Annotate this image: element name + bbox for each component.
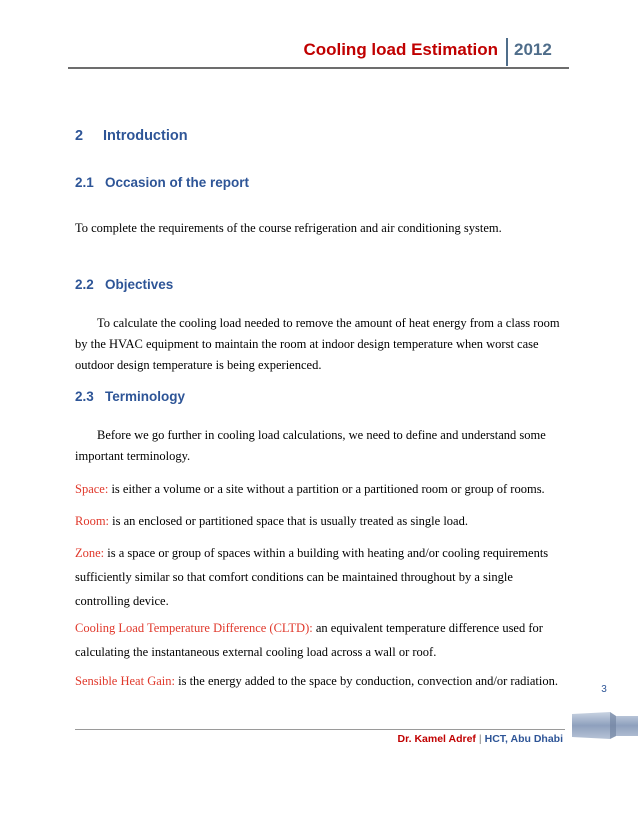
text-line: calculating the instantaneous external cooling load across a wall or roof. — [75, 645, 437, 659]
heading-number: 2.2 — [75, 277, 94, 292]
header-title: Cooling load Estimation — [303, 40, 498, 59]
footer — [0, 733, 563, 745]
heading-text: Objectives — [105, 277, 174, 292]
text-line: outdoor design temperature is being experienced. — [75, 358, 322, 372]
definition-text: an equivalent temperature difference used for — [312, 621, 543, 635]
term-label: Zone: — [75, 546, 105, 560]
definition-space — [75, 479, 570, 500]
header-rule — [68, 67, 569, 69]
page-number: 3 — [601, 684, 607, 695]
term-label: Space: — [75, 482, 109, 496]
footer-author: Dr. Kamel Adref — [397, 733, 476, 745]
occasion-paragraph: To complete the requirements of the course refrigeration and air conditioning system. — [75, 221, 502, 235]
header-year: 2012 — [514, 40, 552, 59]
text-line: important terminology. — [75, 449, 191, 463]
page-tab-decoration — [570, 710, 638, 740]
heading-occasion — [75, 175, 249, 190]
definition-text: is the energy added to the space by conduction, convection and/or radiation. — [174, 674, 558, 688]
definition-sensible-heat-gain — [75, 671, 570, 692]
definition-cltd — [75, 618, 570, 663]
heading-objectives — [75, 277, 173, 292]
definition-text: is an enclosed or partitioned space that is usually treated as single load. — [109, 514, 468, 528]
heading-number: 2.1 — [75, 175, 94, 190]
heading-text: Occasion of the report — [105, 175, 250, 190]
heading-number: 2.3 — [75, 389, 94, 404]
header-divider — [506, 38, 508, 66]
definition-text: is either a volume or a site without a partition or a partitioned room or group of rooms. — [108, 482, 545, 496]
heading-terminology — [75, 389, 185, 404]
objectives-paragraph — [75, 313, 570, 376]
text-line: by the HVAC equipment to maintain the room at indoor design temperature when worst case — [75, 337, 539, 351]
footer-rule — [75, 729, 565, 730]
heading-text: Introduction — [103, 128, 188, 144]
text-line: sufficiently similar so that comfort conditions can be maintained throughout by a single — [75, 570, 513, 584]
term-label: Cooling Load Temperature Difference (CLTD): — [75, 621, 313, 635]
footer-institution: HCT, Abu Dhabi — [484, 733, 563, 745]
terminology-intro — [75, 425, 570, 467]
term-label: Room: — [75, 514, 110, 528]
heading-number: 2 — [75, 128, 84, 144]
heading-introduction — [75, 128, 188, 144]
heading-text: Terminology — [105, 389, 186, 404]
footer-separator: | — [478, 733, 482, 745]
text-line: To calculate the cooling load needed to remove the amount of heat energy from a class room — [97, 316, 560, 330]
text-line: controlling device. — [75, 594, 169, 608]
definition-room — [75, 511, 570, 532]
definition-zone — [75, 543, 570, 612]
text-line: Before we go further in cooling load calculations, we need to define and understand some — [97, 428, 546, 442]
definition-text: is a space or group of spaces within a building with heating and/or cooling requirements — [104, 546, 549, 560]
term-label: Sensible Heat Gain: — [75, 674, 175, 688]
